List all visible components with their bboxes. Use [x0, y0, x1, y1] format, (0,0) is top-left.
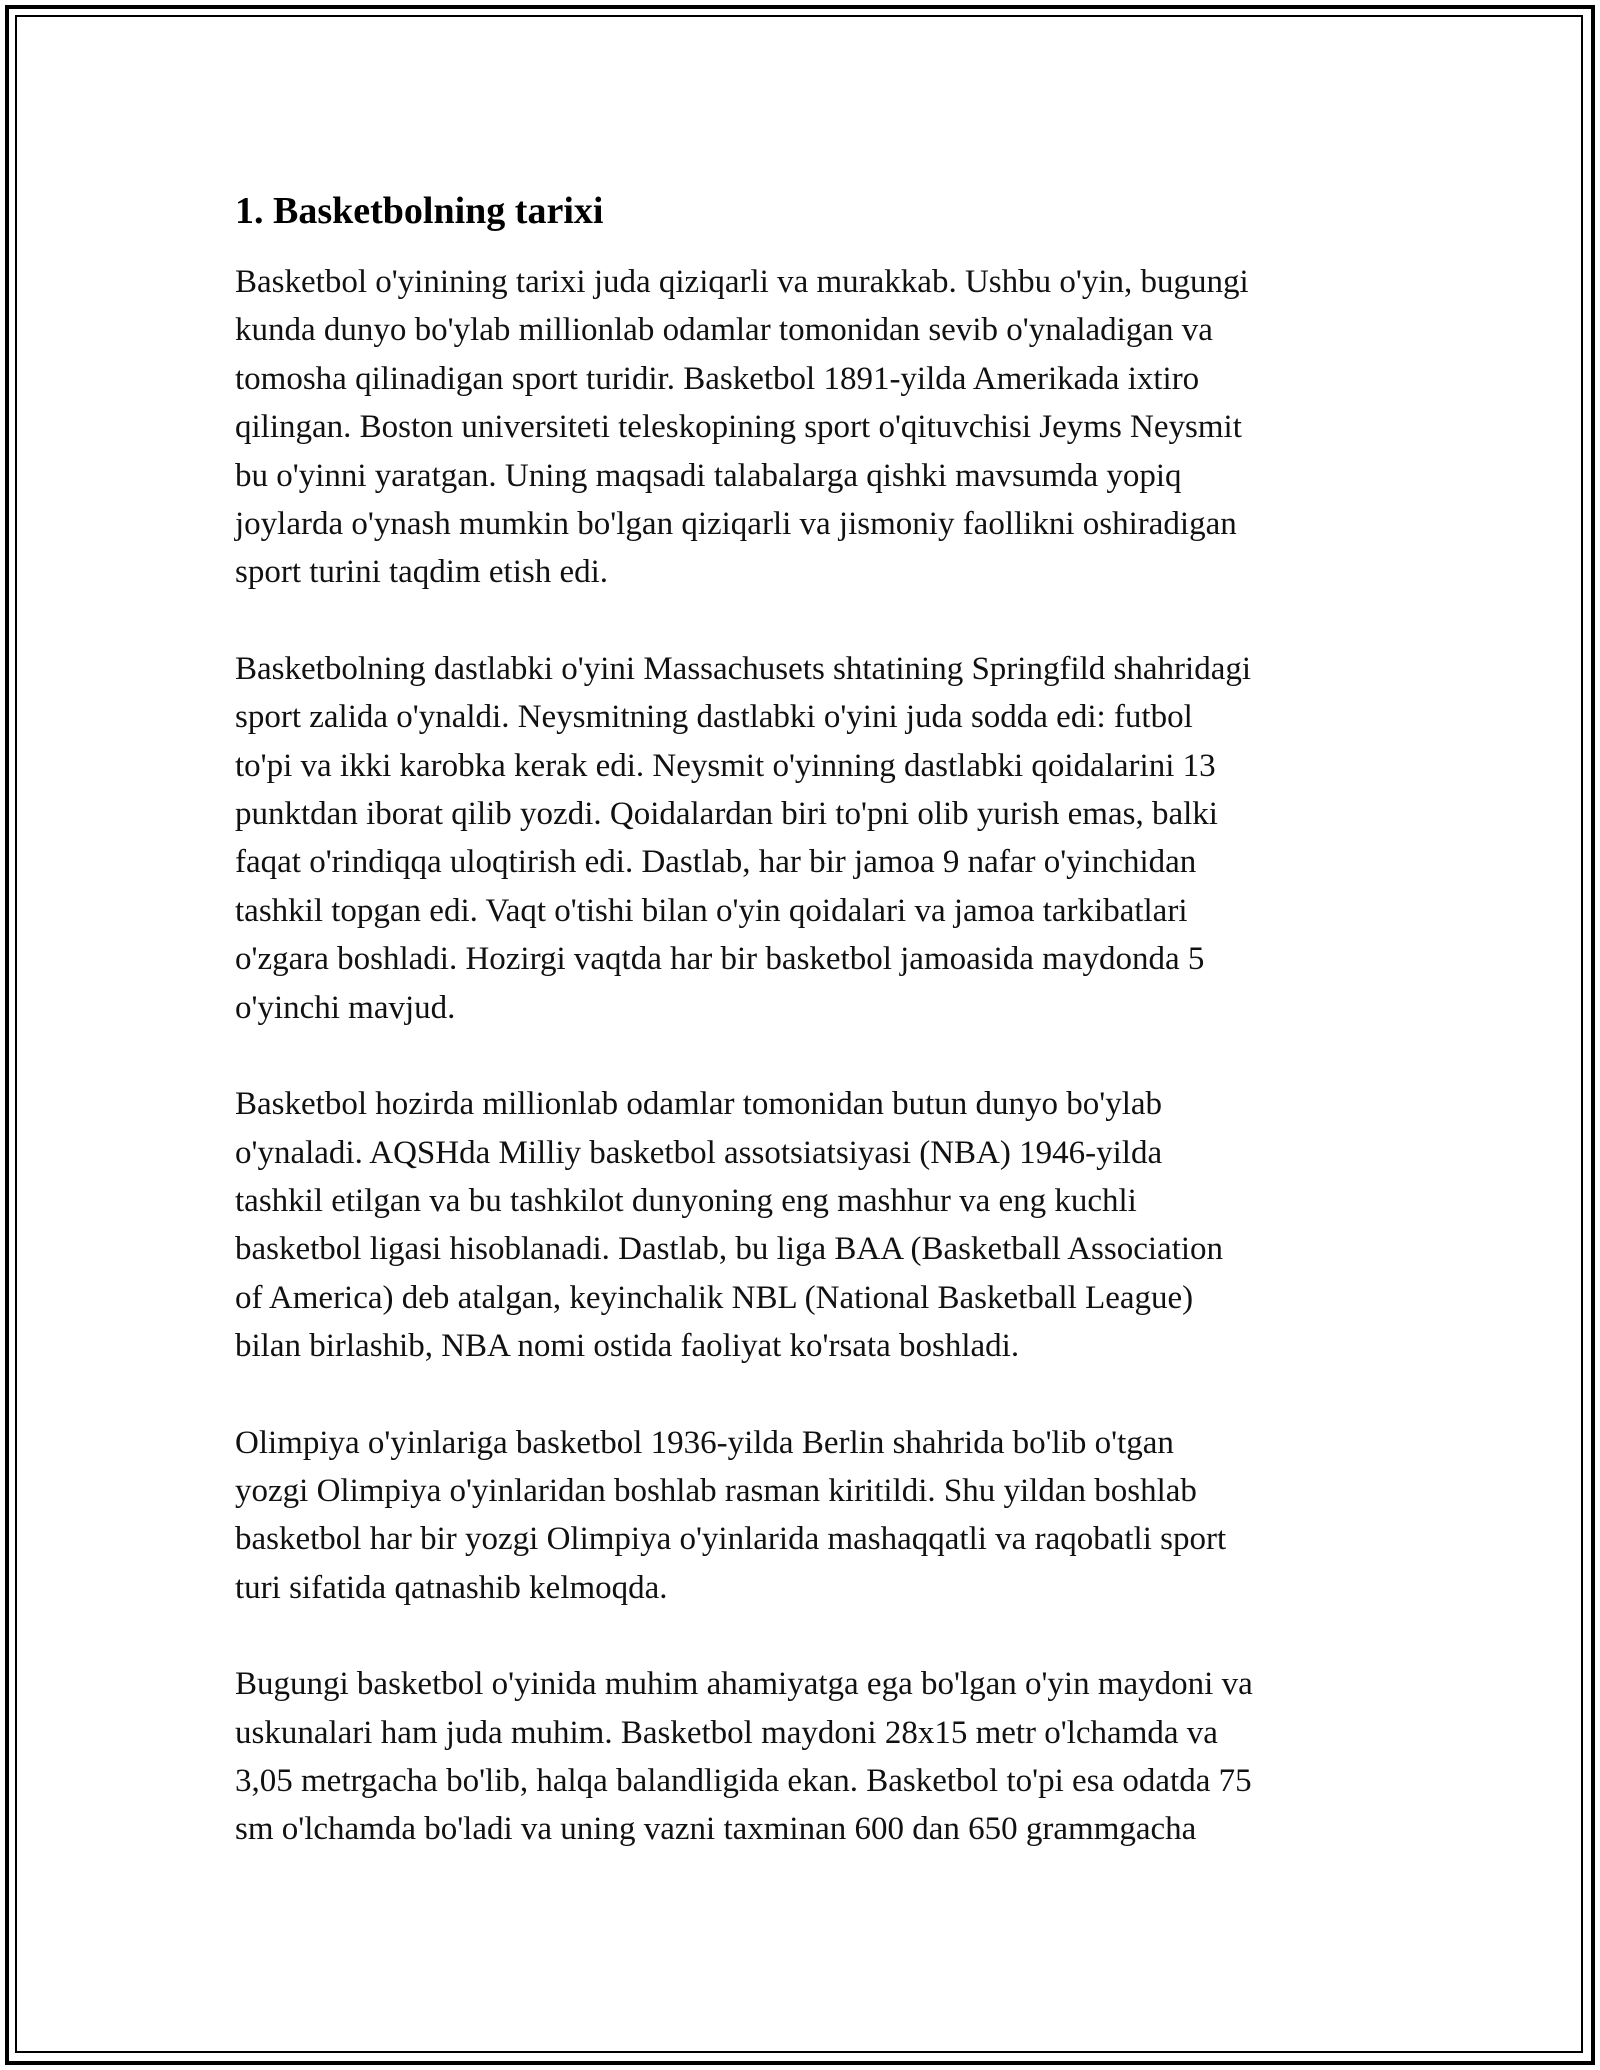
text-line: kunda dunyo bo'ylab millionlab odamlar tomonidan sevib o'ynaladigan va	[235, 312, 1213, 349]
text-line: sm o'lchamda bo'ladi va uning vazni taxminan 600 dan 650 grammgacha	[235, 1811, 1197, 1848]
text-line: tashkil etilgan va bu tashkilot dunyoning eng mashhur va eng kuchli	[235, 1182, 1137, 1219]
text-line: o'ynaladi. AQSHda Milliy basketbol assotsiatsiyasi (NBA) 1946-yilda	[235, 1134, 1163, 1171]
text-line: Basketbol o'yinining tarixi juda qiziqarli va murakkab. Ushbu o'yin, bugungi	[235, 264, 1249, 300]
text-line: sport zalida o'ynaldi. Neysmitning dastlabki o'yini juda sodda edi: futbol	[235, 699, 1193, 736]
text-line: Bugungi basketbol o'yinida muhim ahamiyatga ega bo'lgan o'yin maydoni va	[235, 1666, 1253, 1703]
text-line: bu o'yinni yaratgan. Uning maqsadi talabalarga qishki mavsumda yopiq	[235, 457, 1182, 494]
text-line: turi sifatida qatnashib kelmoqda.	[235, 1569, 668, 1606]
text-line: punktdan iborat qilib yozdi. Qoidalardan biri to'pni olib yurish emas, balki	[235, 796, 1218, 833]
text-line: o'zgara boshladi. Hozirgi vaqtda har bir basketbol jamoasida maydonda 5	[235, 941, 1205, 978]
text-line: Basketbolning dastlabki o'yini Massachusets shtatining Springfild shahridagi	[235, 650, 1252, 687]
paragraph-olympics	[235, 1419, 1380, 1613]
text-line: joylarda o'ynash mumkin bo'lgan qiziqarli va jismoniy faollikni oshiradigan	[235, 506, 1237, 543]
text-line: sport turini taqdim etish edi.	[235, 554, 609, 591]
text-line: uskunalari ham juda muhim. Basketbol maydoni 28x15 metr o'lchamda va	[235, 1714, 1218, 1751]
paragraph-court-equipment	[235, 1660, 1380, 1854]
text-line: to'pi va ikki karobka kerak edi. Neysmit o'yinning dastlabki qoidalarini 13	[235, 747, 1216, 784]
text-line: qilingan. Boston universiteti teleskopining sport o'qituvchisi Jeyms Neysmit	[235, 409, 1242, 446]
paragraph-history-intro	[235, 258, 1380, 597]
document-body	[235, 186, 1380, 1902]
text-line: of America) deb atalgan, keyinchalik NBL (National Basketball League)	[235, 1279, 1194, 1316]
section-heading: 1. Basketbolning tarixi	[235, 190, 604, 232]
text-line: Basketbol hozirda millionlab odamlar tomonidan butun dunyo bo'ylab	[235, 1086, 1163, 1123]
text-line: tashkil topgan edi. Vaqt o'tishi bilan o'yin qoidalari va jamoa tarkibatlari	[235, 892, 1188, 929]
text-line: faqat o'rindiqqa uloqtirish edi. Dastlab, har bir jamoa 9 nafar o'yinchidan	[235, 844, 1197, 881]
text-line: basketbol ligasi hisoblanadi. Dastlab, bu liga BAA (Basketball Association	[235, 1231, 1224, 1268]
text-line: basketbol har bir yozgi Olimpiya o'yinlarida mashaqqatli va raqobatli sport	[235, 1521, 1227, 1558]
text-line: yozgi Olimpiya o'yinlaridan boshlab rasman kiritildi. Shu yildan boshlab	[235, 1472, 1197, 1509]
text-line: 3,05 metrgacha bo'lib, halqa balandligida ekan. Basketbol to'pi esa odatda 75	[235, 1762, 1252, 1799]
text-line: o'yinchi mavjud.	[235, 989, 456, 1026]
text-line: bilan birlashib, NBA nomi ostida faoliyat ko'rsata boshladi.	[235, 1328, 1020, 1365]
paragraph-nba	[235, 1080, 1380, 1370]
text-line: Olimpiya o'yinlariga basketbol 1936-yilda Berlin shahrida bo'lib o'tgan	[235, 1424, 1174, 1461]
text-line: tomosha qilinadigan sport turidir. Basketbol 1891-yilda Amerikada ixtiro	[235, 360, 1200, 397]
paragraph-first-game	[235, 645, 1380, 1032]
